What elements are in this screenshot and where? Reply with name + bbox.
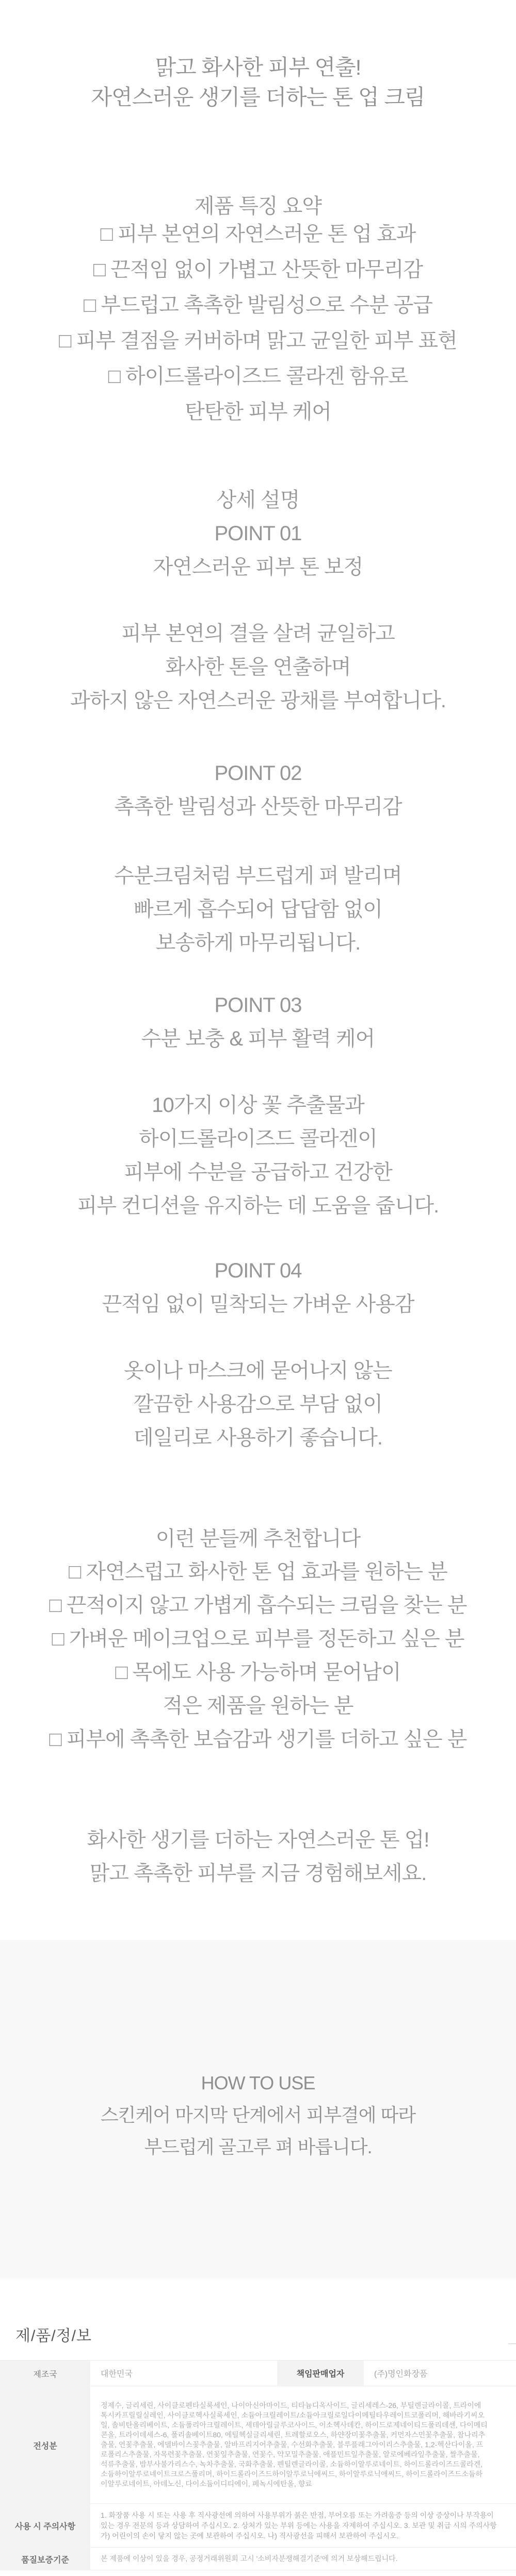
how-to-use-line2: 부드럽게 골고루 펴 바릅니다. [144, 2136, 372, 2157]
point2-title: 촉촉한 발림성과 산뜻한 마무리감 [114, 795, 402, 818]
how-to-use-line1: 스킨케어 마지막 단계에서 피부결에 따라 [100, 2104, 416, 2125]
how-to-use-block [0, 2067, 516, 2163]
point1-line: 피부 본연의 결을 살려 균일하고 [121, 622, 395, 645]
point4-line: 옷이나 마스크에 묻어나지 않는 [124, 1359, 392, 1382]
recommend-item: □ 피부에 촉촉한 보습감과 생기를 더하고 싶은 분 [49, 1728, 467, 1751]
hero-title [0, 53, 516, 112]
table-row-origin-seller [0, 2361, 516, 2386]
point2-label: POINT 02 [214, 762, 302, 785]
point3-line: 피부에 수분을 공급하고 건강한 [124, 1161, 392, 1184]
feature-item: □ 피부 결점을 커버하며 맑고 균일한 피부 표현 [59, 329, 457, 352]
recommend-item: □ 가벼운 메이크업으로 피부를 정돈하고 싶은 분 [52, 1627, 464, 1650]
table-row-caution [0, 2504, 516, 2548]
recommend-list [0, 1555, 516, 1756]
recommend-item: 적은 제품을 원하는 분 [163, 1694, 353, 1717]
features-list [0, 217, 516, 430]
point3-body [0, 1089, 516, 1223]
feature-item: □ 피부 본연의 자연스러운 톤 업 효과 [100, 223, 416, 245]
closing-line1: 화사한 생기를 더하는 자연스러운 톤 업! [87, 1829, 429, 1851]
point4-body [0, 1354, 516, 1455]
point2-body [0, 859, 516, 960]
info-label-caution: 사용 시 주의사항 [0, 2504, 90, 2548]
point4-header [0, 1254, 516, 1321]
point1-header [0, 517, 516, 584]
closing-line2: 맑고 촉촉한 피부를 지금 경험해보세요. [89, 1862, 427, 1885]
feature-item: □ 끈적임 없이 가볍고 산뜻한 마무리감 [93, 258, 423, 281]
closing-message [0, 1823, 516, 1890]
hero-title-line2: 자연스러운 생기를 더하는 톤 업 크림 [91, 85, 425, 109]
point1-line: 과하지 않은 자연스러운 광채를 부여합니다. [70, 689, 446, 712]
info-value-origin: 대한민국 [90, 2361, 277, 2386]
hero-title-line1: 맑고 화사한 피부 연출! [155, 55, 361, 79]
recommend-item: □ 끈적이지 않고 가볍게 흡수되는 크림을 찾는 분 [49, 1594, 467, 1617]
point3-line: 10가지 이상 꽃 추출물과 [152, 1094, 364, 1117]
details-heading: 상세 설명 [216, 489, 300, 511]
info-label-warranty: 품질보증기준 [0, 2548, 90, 2570]
feature-item: □ 하이드롤라이즈드 콜라겐 함유로 [108, 365, 408, 388]
point2-header [0, 757, 516, 824]
recommend-item: □ 자연스럽고 화사한 톤 업 효과를 원하는 분 [69, 1560, 447, 1583]
point4-line: 데일리로 사용하기 좋습니다. [133, 1426, 383, 1449]
point4-label: POINT 04 [214, 1259, 302, 1282]
info-value-ingredients: 정제수, 글리세린, 사이클로펜타실록세인, 나이아신아마이드, 티타늄디옥사이드, 글리세레스-26, 부틸렌글라이콜, 트라이에톡시카프릴릴실레인, 사이클로헥사실록세인, 소듐아크릴레이트/소듐아크릴로일다이메틸타우레이트코폴리머, 해바라기씨오일, 솔비탄올리베이트, 소듐폴리아크릴레이트, 세테아릴글루코사이드, 이소헥사데칸, 하이드로제네이티드폴리데센, 다이메티콘올, 트라이데세스-6, 폴리솔베이트80, 에틸헥실글리세린, 트레할로오스, 하얀장미꽃추출물, 커먼자스민꽃추출물, 참나리추출물, 연꽃추출물, 에델바이스꽃추출물, 알바프리지어추출물, 수선화추출물, 블루플래그아이리스추출물, 1,2-헥산다이올, 프로폴리스추출물, 자목련꽃추출물, 연꽃잎추출물, 연꽃수, 약모밀추출물, 애플민트잎추출물, 알로에베라잎추출물, 쌀추출물, 석류추출물, 밤부사불가리스수, 녹차추출물, 국화추출물, 펜틸렌글라이콜, 소듐하이알루로네이트, 하이드롤라이즈드콜라겐, 소듐하이알루로네이트크로스폴리머, 하이드롤라이즈드하이알루로닉애씨드, 하이알루로닉애씨드, 하이드롤라이즈드소듐하이알루로네이트, 아데노신, 다이소듐이디티에이, 페녹시에탄올, 향료 [90, 2386, 516, 2504]
table-row-ingredients [0, 2386, 516, 2504]
point1-body [0, 617, 516, 718]
info-value-warranty: 본 제품에 이상이 있을 경우, 공정거래위원회 고시 '소비자분쟁해결기준'에 의거 보상해드립니다. [90, 2548, 516, 2570]
how-to-use-band [0, 1940, 516, 2279]
point1-label: POINT 01 [214, 522, 302, 545]
info-label-ingredients: 전성분 [0, 2386, 90, 2504]
point4-title: 끈적임 없이 밀착되는 가벼운 사용감 [102, 1293, 414, 1316]
point2-line: 보송하게 마무리됩니다. [155, 932, 361, 954]
point3-line: 하이드롤라이즈드 콜라겐이 [139, 1127, 377, 1150]
feature-item: □ 부드럽고 촉촉한 발림성으로 수분 공급 [84, 294, 432, 317]
point1-title: 자연스러운 피부 톤 보정 [153, 556, 363, 578]
info-label-origin: 제조국 [0, 2361, 90, 2386]
how-to-use-heading: HOW TO USE [201, 2072, 315, 2093]
product-info-table [0, 2360, 516, 2570]
feature-item: 탄탄한 피부 케어 [185, 401, 331, 423]
info-label-seller: 책임판매업자 [277, 2361, 364, 2386]
info-value-seller: (주)명인화장품 [364, 2361, 516, 2386]
point2-line: 빠르게 흡수되어 답답함 없이 [133, 898, 383, 921]
recommend-heading: 이런 분들께 추천합니다 [155, 1527, 361, 1550]
recommend-item: □ 목에도 사용 가능하며 묻어남이 [115, 1661, 401, 1684]
point3-label: POINT 03 [214, 994, 302, 1017]
features-heading: 제품 특징 요약 [194, 195, 322, 218]
point1-line: 화사한 톤을 연출하며 [165, 656, 351, 678]
table-row-warranty [0, 2548, 516, 2570]
point3-header [0, 989, 516, 1056]
point2-line: 수분크림처럼 부드럽게 펴 발리며 [114, 865, 402, 887]
info-value-caution: 1. 화장품 사용 시 또는 사용 후 직사광선에 의하여 사용부위가 붉은 반점, 부어오름 또는 가려움증 등의 이상 증상이나 부작용이 있는 경우 전문의 등과 상담하여 주십시오. 2. 상처가 있는 부위 등에는 사용을 자제하여 주십시오. 3. 보관 및 취급 시의 주의사항 가) 어린이의 손이 닿지 않는 곳에 보관하여 주십시오. 나) 직사광선을 피해서 보관하여 주십시오. [90, 2504, 516, 2548]
point4-line: 깔끔한 사용감으로 부담 없이 [133, 1393, 383, 1416]
point3-line: 피부 컨디션을 유지하는 데 도움을 줍니다. [77, 1194, 439, 1217]
product-info-heading: 제/품/정/보 [15, 2328, 92, 2345]
point3-title: 수분 보충 & 피부 활력 케어 [141, 1027, 375, 1050]
